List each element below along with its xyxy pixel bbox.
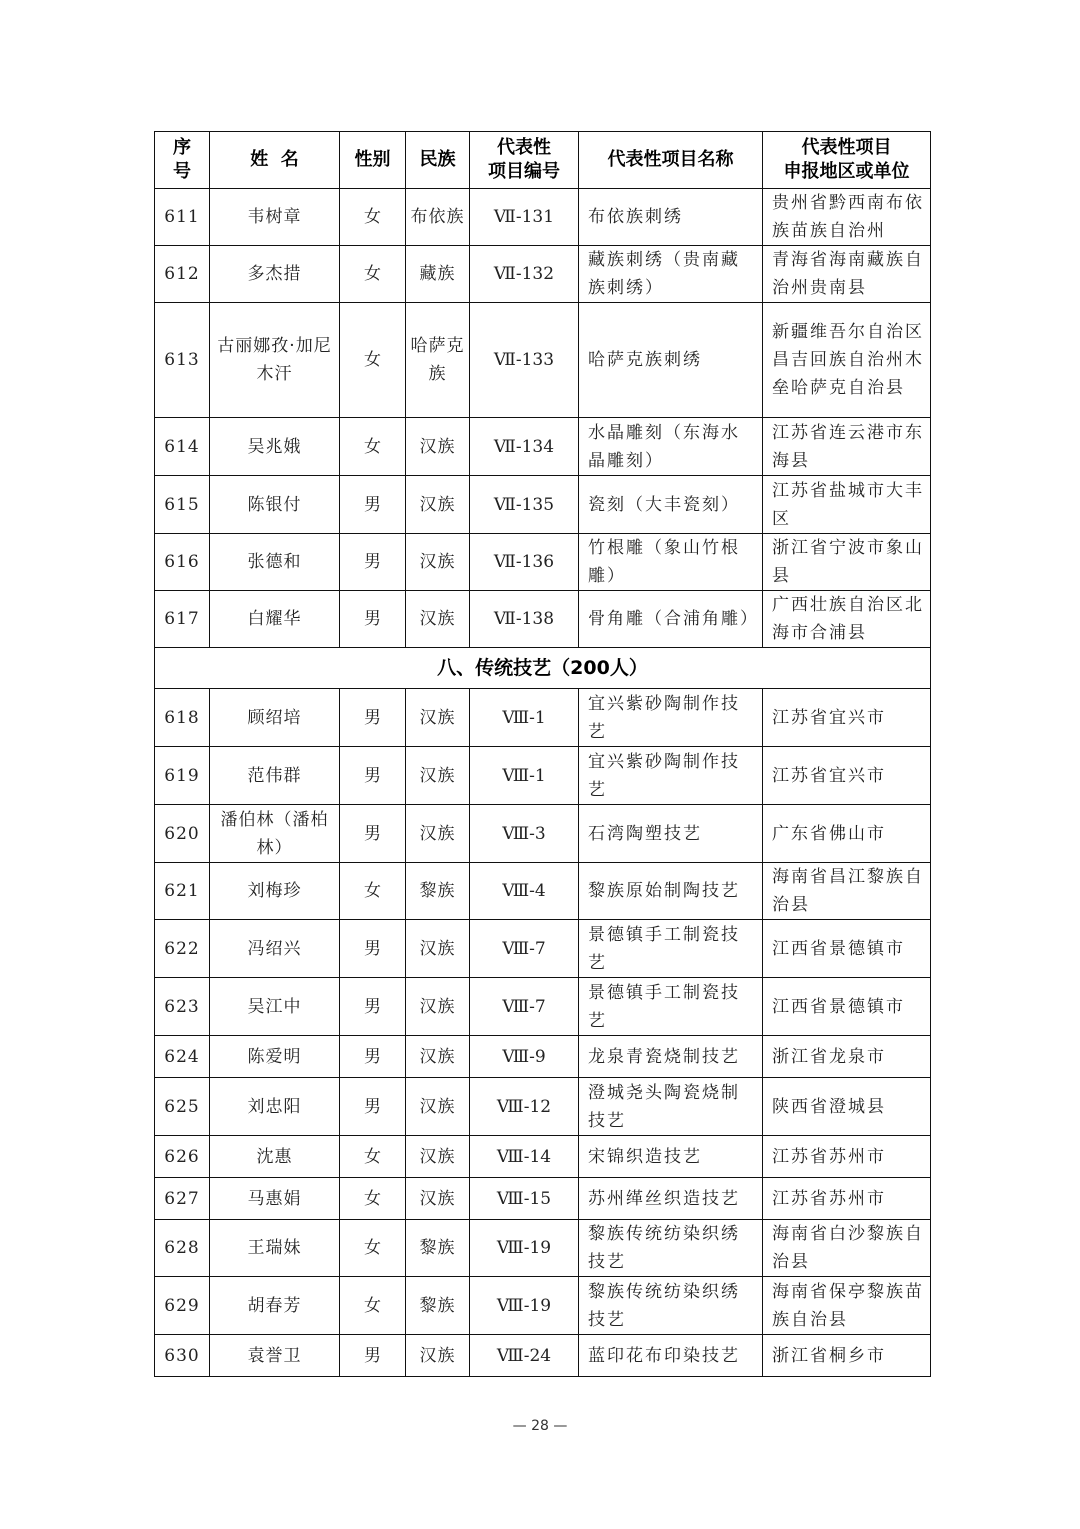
cell-name: 顾绍培 xyxy=(210,689,340,747)
cell-gender: 女 xyxy=(340,863,406,920)
cell-name: 潘伯林（潘柏林） xyxy=(210,805,340,863)
cell-name: 范伟群 xyxy=(210,747,340,805)
cell-ethnicity: 汉族 xyxy=(406,920,470,978)
cell-region: 海南省白沙黎族自治县 xyxy=(763,1220,931,1277)
cell-ethnicity: 哈萨克族 xyxy=(406,303,470,418)
cell-project: 龙泉青瓷烧制技艺 xyxy=(579,1036,763,1078)
cell-no: 626 xyxy=(155,1136,210,1178)
header-project: 代表性项目名称 xyxy=(579,132,763,189)
cell-no: 613 xyxy=(155,303,210,418)
section-heading-row xyxy=(155,648,931,689)
table-row xyxy=(155,1335,931,1377)
cell-name: 沈惠 xyxy=(210,1136,340,1178)
cell-project: 竹根雕（象山竹根雕） xyxy=(579,534,763,591)
cell-project: 哈萨克族刺绣 xyxy=(579,303,763,418)
section-title: 八、传统技艺（200人） xyxy=(155,648,931,689)
cell-name: 刘梅珍 xyxy=(210,863,340,920)
cell-gender: 女 xyxy=(340,1220,406,1277)
cell-no: 619 xyxy=(155,747,210,805)
cell-region: 江苏省盐城市大丰区 xyxy=(763,476,931,534)
cell-name: 白耀华 xyxy=(210,591,340,648)
cell-ethnicity: 汉族 xyxy=(406,418,470,476)
table-row xyxy=(155,418,931,476)
table-row xyxy=(155,303,931,418)
cell-project: 宜兴紫砂陶制作技艺 xyxy=(579,689,763,747)
cell-name: 多杰措 xyxy=(210,246,340,303)
cell-project: 蓝印花布印染技艺 xyxy=(579,1335,763,1377)
cell-code: Ⅷ-24 xyxy=(470,1335,579,1377)
cell-code: Ⅷ-1 xyxy=(470,747,579,805)
cell-region: 广东省佛山市 xyxy=(763,805,931,863)
cell-name: 吴江中 xyxy=(210,978,340,1036)
table-row xyxy=(155,189,931,246)
cell-code: Ⅶ-135 xyxy=(470,476,579,534)
cell-region: 江苏省连云港市东海县 xyxy=(763,418,931,476)
cell-ethnicity: 汉族 xyxy=(406,805,470,863)
cell-code: Ⅷ-7 xyxy=(470,978,579,1036)
cell-no: 620 xyxy=(155,805,210,863)
cell-name: 袁誉卫 xyxy=(210,1335,340,1377)
cell-name: 陈银付 xyxy=(210,476,340,534)
cell-gender: 女 xyxy=(340,1277,406,1335)
cell-no: 623 xyxy=(155,978,210,1036)
table-row xyxy=(155,1136,931,1178)
cell-no: 615 xyxy=(155,476,210,534)
cell-ethnicity: 黎族 xyxy=(406,1277,470,1335)
header-name: 姓 名 xyxy=(210,132,340,189)
cell-ethnicity: 汉族 xyxy=(406,1136,470,1178)
header-ethnicity: 民族 xyxy=(406,132,470,189)
cell-name: 胡春芳 xyxy=(210,1277,340,1335)
cell-project: 黎族传统纺染织绣技艺 xyxy=(579,1220,763,1277)
cell-no: 618 xyxy=(155,689,210,747)
heritage-inheritors-table xyxy=(154,131,931,1377)
cell-project: 景德镇手工制瓷技艺 xyxy=(579,920,763,978)
table-row xyxy=(155,1277,931,1335)
header-gender: 性别 xyxy=(340,132,406,189)
cell-ethnicity: 藏族 xyxy=(406,246,470,303)
table-row xyxy=(155,1078,931,1136)
cell-gender: 男 xyxy=(340,920,406,978)
cell-region: 青海省海南藏族自治州贵南县 xyxy=(763,246,931,303)
cell-gender: 男 xyxy=(340,534,406,591)
cell-gender: 女 xyxy=(340,1178,406,1220)
cell-region: 江苏省苏州市 xyxy=(763,1136,931,1178)
table-header-row xyxy=(155,132,931,189)
cell-code: Ⅶ-132 xyxy=(470,246,579,303)
cell-code: Ⅷ-19 xyxy=(470,1277,579,1335)
cell-ethnicity: 汉族 xyxy=(406,591,470,648)
cell-code: Ⅷ-19 xyxy=(470,1220,579,1277)
cell-region: 江苏省苏州市 xyxy=(763,1178,931,1220)
cell-gender: 男 xyxy=(340,1078,406,1136)
cell-no: 616 xyxy=(155,534,210,591)
cell-region: 陕西省澄城县 xyxy=(763,1078,931,1136)
cell-code: Ⅷ-9 xyxy=(470,1036,579,1078)
cell-region: 浙江省桐乡市 xyxy=(763,1335,931,1377)
cell-no: 628 xyxy=(155,1220,210,1277)
cell-code: Ⅶ-131 xyxy=(470,189,579,246)
cell-gender: 男 xyxy=(340,747,406,805)
cell-gender: 男 xyxy=(340,476,406,534)
cell-gender: 女 xyxy=(340,1136,406,1178)
cell-gender: 女 xyxy=(340,418,406,476)
table-row xyxy=(155,246,931,303)
cell-project: 宋锦织造技艺 xyxy=(579,1136,763,1178)
cell-ethnicity: 汉族 xyxy=(406,1178,470,1220)
table-row xyxy=(155,805,931,863)
cell-ethnicity: 汉族 xyxy=(406,534,470,591)
cell-no: 611 xyxy=(155,189,210,246)
cell-ethnicity: 黎族 xyxy=(406,863,470,920)
cell-code: Ⅶ-138 xyxy=(470,591,579,648)
cell-region: 贵州省黔西南布依族苗族自治州 xyxy=(763,189,931,246)
cell-region: 江苏省宜兴市 xyxy=(763,747,931,805)
cell-gender: 女 xyxy=(340,303,406,418)
cell-no: 622 xyxy=(155,920,210,978)
cell-project: 布依族刺绣 xyxy=(579,189,763,246)
cell-project: 澄城尧头陶瓷烧制技艺 xyxy=(579,1078,763,1136)
cell-gender: 男 xyxy=(340,591,406,648)
cell-ethnicity: 汉族 xyxy=(406,689,470,747)
cell-code: Ⅶ-136 xyxy=(470,534,579,591)
cell-code: Ⅶ-133 xyxy=(470,303,579,418)
cell-ethnicity: 汉族 xyxy=(406,1335,470,1377)
table-row xyxy=(155,534,931,591)
header-code: 代表性 项目编号 xyxy=(470,132,579,189)
cell-gender: 男 xyxy=(340,805,406,863)
cell-no: 630 xyxy=(155,1335,210,1377)
cell-project: 黎族传统纺染织绣技艺 xyxy=(579,1277,763,1335)
cell-name: 马惠娟 xyxy=(210,1178,340,1220)
cell-name: 张德和 xyxy=(210,534,340,591)
cell-project: 黎族原始制陶技艺 xyxy=(579,863,763,920)
table-body-section-7 xyxy=(155,189,931,648)
cell-gender: 男 xyxy=(340,978,406,1036)
cell-region: 海南省保亭黎族苗族自治县 xyxy=(763,1277,931,1335)
cell-region: 广西壮族自治区北海市合浦县 xyxy=(763,591,931,648)
table-row xyxy=(155,1178,931,1220)
cell-project: 骨角雕（合浦角雕） xyxy=(579,591,763,648)
cell-no: 621 xyxy=(155,863,210,920)
cell-code: Ⅷ-1 xyxy=(470,689,579,747)
cell-project: 瓷刻（大丰瓷刻） xyxy=(579,476,763,534)
cell-code: Ⅷ-15 xyxy=(470,1178,579,1220)
cell-project: 石湾陶塑技艺 xyxy=(579,805,763,863)
table-body-section-8 xyxy=(155,689,931,1377)
cell-project: 苏州缂丝织造技艺 xyxy=(579,1178,763,1220)
cell-ethnicity: 黎族 xyxy=(406,1220,470,1277)
cell-gender: 女 xyxy=(340,189,406,246)
cell-code: Ⅷ-12 xyxy=(470,1078,579,1136)
cell-ethnicity: 汉族 xyxy=(406,978,470,1036)
cell-project: 水晶雕刻（东海水晶雕刻） xyxy=(579,418,763,476)
cell-no: 627 xyxy=(155,1178,210,1220)
page-number: — 28 — xyxy=(512,1418,568,1434)
cell-name: 刘忠阳 xyxy=(210,1078,340,1136)
cell-no: 624 xyxy=(155,1036,210,1078)
cell-ethnicity: 布依族 xyxy=(406,189,470,246)
cell-ethnicity: 汉族 xyxy=(406,747,470,805)
header-no: 序 号 xyxy=(155,132,210,189)
cell-no: 612 xyxy=(155,246,210,303)
cell-region: 浙江省龙泉市 xyxy=(763,1036,931,1078)
table-row xyxy=(155,920,931,978)
cell-code: Ⅷ-4 xyxy=(470,863,579,920)
table-row xyxy=(155,689,931,747)
table-row xyxy=(155,747,931,805)
cell-region: 浙江省宁波市象山县 xyxy=(763,534,931,591)
table-row xyxy=(155,591,931,648)
table-row xyxy=(155,1036,931,1078)
cell-region: 海南省昌江黎族自治县 xyxy=(763,863,931,920)
cell-project: 藏族刺绣（贵南藏族刺绣） xyxy=(579,246,763,303)
cell-region: 江西省景德镇市 xyxy=(763,978,931,1036)
cell-project: 宜兴紫砂陶制作技艺 xyxy=(579,747,763,805)
table-row xyxy=(155,978,931,1036)
cell-region: 江苏省宜兴市 xyxy=(763,689,931,747)
table-row xyxy=(155,1220,931,1277)
cell-name: 冯绍兴 xyxy=(210,920,340,978)
cell-name: 韦树章 xyxy=(210,189,340,246)
cell-name: 吴兆娥 xyxy=(210,418,340,476)
cell-code: Ⅷ-14 xyxy=(470,1136,579,1178)
cell-region: 新疆维吾尔自治区昌吉回族自治州木垒哈萨克自治县 xyxy=(763,303,931,418)
cell-project: 景德镇手工制瓷技艺 xyxy=(579,978,763,1036)
cell-ethnicity: 汉族 xyxy=(406,476,470,534)
cell-name: 陈爱明 xyxy=(210,1036,340,1078)
cell-ethnicity: 汉族 xyxy=(406,1036,470,1078)
cell-gender: 男 xyxy=(340,1335,406,1377)
cell-gender: 女 xyxy=(340,246,406,303)
cell-name: 王瑞妹 xyxy=(210,1220,340,1277)
cell-no: 614 xyxy=(155,418,210,476)
cell-code: Ⅷ-7 xyxy=(470,920,579,978)
table-row xyxy=(155,476,931,534)
cell-no: 617 xyxy=(155,591,210,648)
cell-gender: 男 xyxy=(340,1036,406,1078)
header-region: 代表性项目 申报地区或单位 xyxy=(763,132,931,189)
cell-region: 江西省景德镇市 xyxy=(763,920,931,978)
cell-code: Ⅷ-3 xyxy=(470,805,579,863)
cell-code: Ⅶ-134 xyxy=(470,418,579,476)
cell-name: 古丽娜孜·加尼木汗 xyxy=(210,303,340,418)
cell-ethnicity: 汉族 xyxy=(406,1078,470,1136)
cell-no: 625 xyxy=(155,1078,210,1136)
table-row xyxy=(155,863,931,920)
cell-no: 629 xyxy=(155,1277,210,1335)
cell-gender: 男 xyxy=(340,689,406,747)
